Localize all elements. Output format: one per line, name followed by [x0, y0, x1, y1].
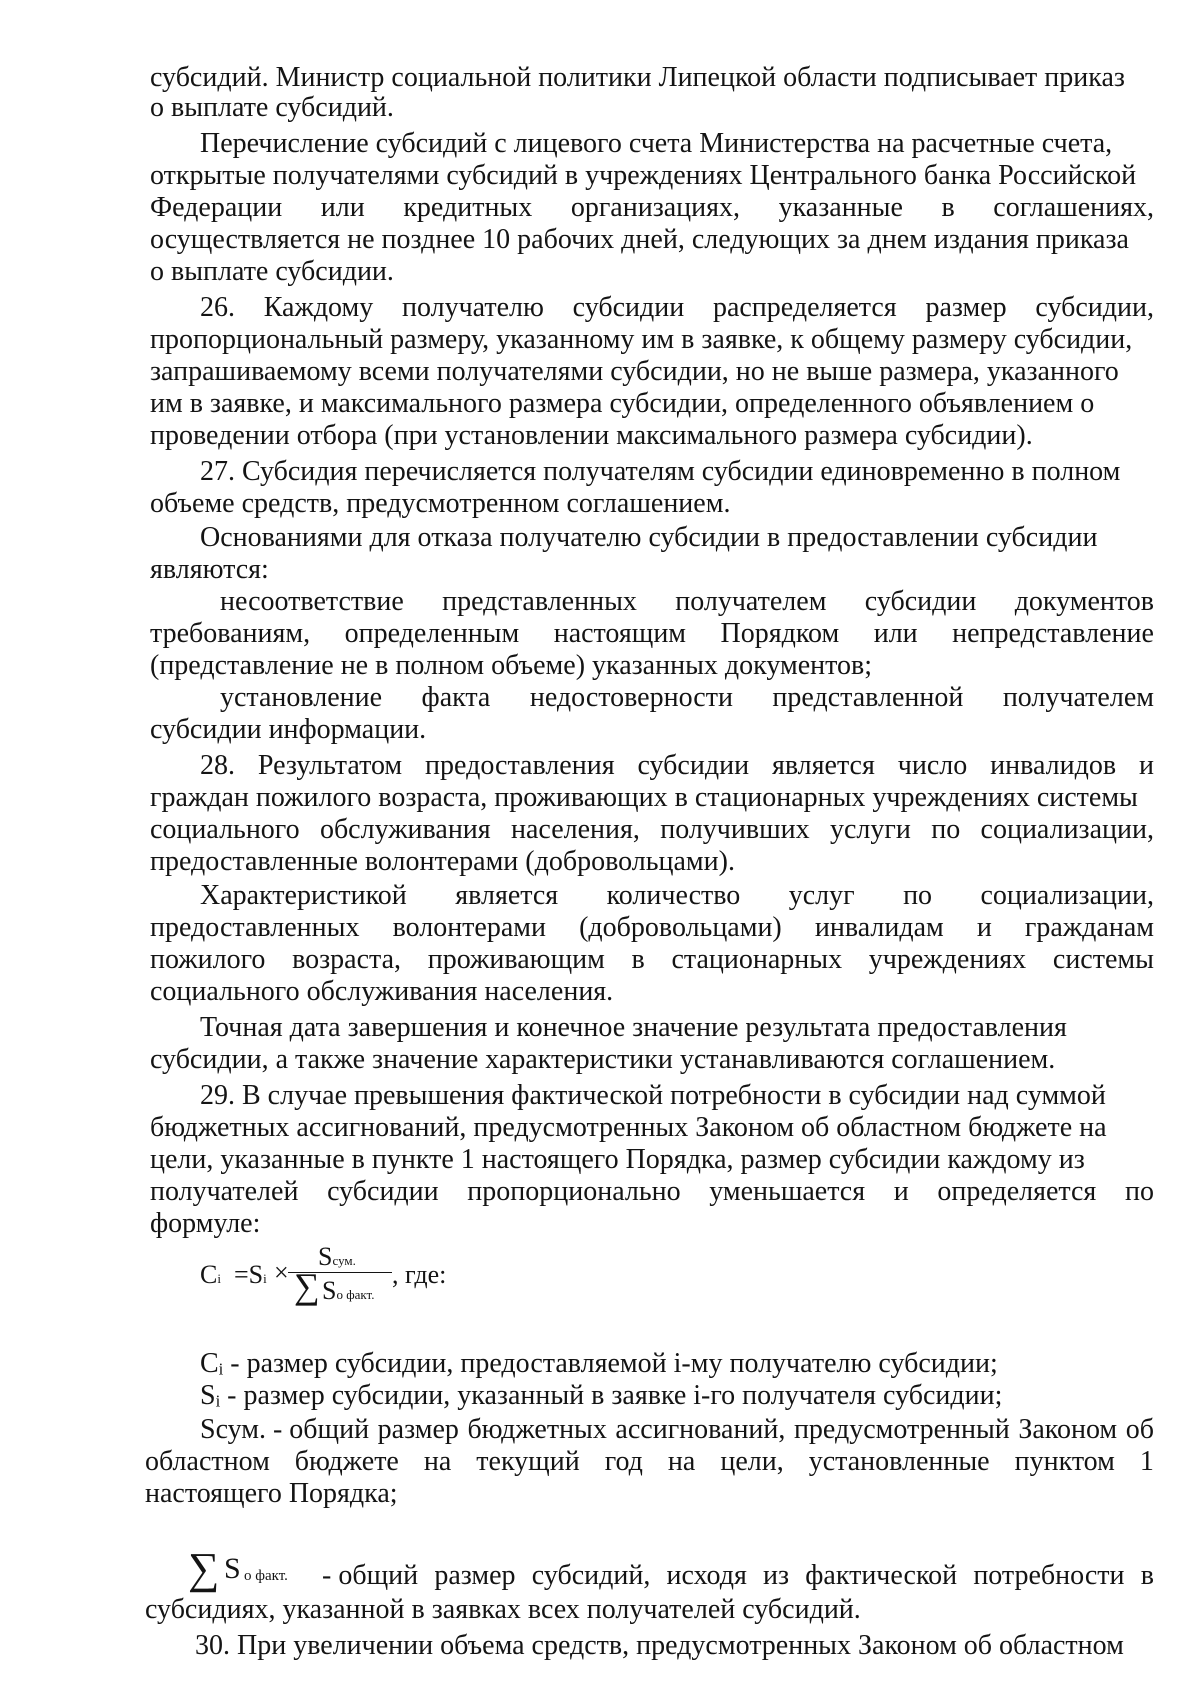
- text-line-justified: [150, 814, 1154, 846]
- word: является: [455, 880, 559, 911]
- text-line: Точная дата завершения и конечное значение результата предоставления: [200, 1012, 1067, 1043]
- word: предусмотренный: [793, 1414, 1010, 1445]
- text-line-justified: [150, 944, 1154, 976]
- word: волонтерами: [392, 912, 546, 943]
- word: субсидии,: [1035, 292, 1154, 323]
- word: пунктом: [1014, 1446, 1115, 1477]
- word: определенным: [344, 618, 520, 649]
- text-line-justified: [200, 880, 1154, 912]
- word: из: [763, 1560, 790, 1591]
- text-line: субсидий. Министр социальной политики Липецкой области подписывает приказ: [150, 62, 1125, 93]
- formula-lhs: [200, 1260, 221, 1290]
- text-line-justified: [220, 586, 1154, 618]
- definition-ci: Сᵢ - размер субсидии, предоставляемой i-му получателю субсидии;: [200, 1348, 998, 1379]
- sigma-icon: ∑: [294, 1266, 320, 1306]
- word: пожилого: [150, 944, 266, 975]
- word: организациях,: [570, 192, 741, 223]
- word: Характеристикой: [200, 880, 407, 911]
- sum-s: S: [224, 1552, 241, 1585]
- text-line: (представление не в полном объеме) указанных документов;: [150, 650, 872, 681]
- word: на: [667, 1446, 696, 1477]
- word: возраста,: [292, 944, 402, 975]
- text-line: запрашиваемому всеми получателями субсидии, но не выше размера, указанного: [150, 356, 1119, 387]
- word: настоящим: [553, 618, 687, 649]
- text-line: бюджетных ассигнований, предусмотренных Законом об областном бюджете на: [150, 1112, 1107, 1143]
- word: по: [931, 814, 961, 845]
- word: 26.: [200, 292, 235, 323]
- word: текущий: [476, 1446, 580, 1477]
- text-line-justified: [150, 192, 1154, 224]
- word: исходя: [666, 1560, 747, 1591]
- word: социализации,: [980, 880, 1154, 911]
- sum-symbol: [188, 1546, 318, 1596]
- word: областном: [145, 1446, 270, 1477]
- word: получателем: [675, 586, 827, 617]
- word: или: [873, 618, 918, 649]
- word: стационарных: [671, 944, 843, 975]
- word: системы: [1052, 944, 1154, 975]
- word: в: [631, 944, 645, 975]
- text-line: Перечисление субсидий с лицевого счета Министерства на расчетные счета,: [200, 128, 1113, 159]
- word: проживающим: [427, 944, 605, 975]
- word: ассигнований,: [615, 1414, 786, 1445]
- word: (добровольцами): [579, 912, 782, 943]
- text-line: о выплате субсидии.: [150, 256, 394, 287]
- word: и: [893, 1176, 909, 1207]
- word: услуги: [829, 814, 911, 845]
- text-line-justified: [200, 292, 1154, 324]
- text-line: предоставленные волонтерами (добровольцами).: [150, 846, 735, 877]
- formula-lhs-symbol: C: [200, 1260, 218, 1289]
- word: субсидии: [637, 750, 750, 781]
- word: и: [1138, 750, 1154, 781]
- text-line: осуществляется не позднее 10 рабочих дней, следующих за днем издания приказа: [150, 224, 1129, 255]
- word: или: [320, 192, 365, 223]
- word: является: [771, 750, 875, 781]
- text-line: являются:: [150, 554, 269, 585]
- text-line: субсидиях, указанной в заявках всех получателей субсидий.: [145, 1594, 861, 1625]
- text-line-justified: [220, 682, 1154, 714]
- word: определяется: [937, 1176, 1097, 1207]
- text-line: цели, указанные в пункте 1 настоящего Порядка, размер субсидии каждому из: [150, 1144, 1085, 1175]
- word: получателю: [401, 292, 544, 323]
- word: соглашениях,: [993, 192, 1154, 223]
- word: инвалидов: [990, 750, 1117, 781]
- word: бюджетных: [467, 1414, 607, 1445]
- word: размер: [434, 1560, 516, 1591]
- word: в: [1140, 1560, 1154, 1591]
- word: - общий: [322, 1560, 419, 1591]
- text-line-justified: [200, 750, 1154, 782]
- definition-sum: [322, 1560, 1154, 1592]
- word: документов: [1014, 586, 1154, 617]
- word: социализации,: [980, 814, 1154, 845]
- word: субсидии: [864, 586, 977, 617]
- text-line: объеме средств, предусмотренном соглашением.: [150, 488, 731, 519]
- word: учреждениях: [868, 944, 1027, 975]
- word: год: [604, 1446, 643, 1477]
- word: непредставление: [952, 618, 1154, 649]
- word: недостоверности: [529, 682, 733, 713]
- word: Федерации: [150, 192, 283, 223]
- text-line: субсидии, а также значение характеристики устанавливаются соглашением.: [150, 1044, 1056, 1075]
- word: установление: [220, 682, 383, 713]
- text-line: 30. При увеличении объема средств, предусмотренных Законом об областном: [195, 1630, 1124, 1661]
- formula-numerator: [318, 1242, 356, 1272]
- text-line: субсидии информации.: [150, 714, 427, 745]
- word: кредитных: [403, 192, 533, 223]
- formula-denominator: [322, 1276, 375, 1306]
- word: Порядком: [720, 618, 840, 649]
- word: гражданам: [1024, 912, 1154, 943]
- formula-tail: , где:: [392, 1260, 447, 1289]
- text-line: формуле:: [150, 1208, 261, 1239]
- word: факта: [421, 682, 491, 713]
- text-line: открытые получателями субсидий в учреждениях Центрального банка Российской: [150, 160, 1137, 191]
- formula-numerator-sub: сум.: [332, 1253, 356, 1268]
- text-line: о выплате субсидий.: [150, 92, 394, 123]
- formula-si: [234, 1260, 267, 1290]
- word: получателем: [1002, 682, 1154, 713]
- word: бюджете: [294, 1446, 399, 1477]
- subsidy-formula: [200, 1238, 500, 1310]
- word: представленной: [772, 682, 964, 713]
- word: Результатом: [257, 750, 403, 781]
- word: получателей: [150, 1176, 299, 1207]
- word: по: [1124, 1176, 1154, 1207]
- word: пропорционально: [467, 1176, 681, 1207]
- word: в: [941, 192, 955, 223]
- word: социального: [150, 814, 300, 845]
- text-line-justified: [150, 912, 1154, 944]
- text-line: пропорциональный размеру, указанному им в заявке, к общему размеру субсидии,: [150, 324, 1133, 355]
- formula-lhs-sub: i: [217, 1271, 221, 1286]
- word: фактической: [805, 1560, 958, 1591]
- word: Sсум. - общий: [200, 1414, 370, 1445]
- sum-sub: о факт.: [244, 1568, 288, 1584]
- word: 28.: [200, 750, 235, 781]
- word: предоставленных: [150, 912, 360, 943]
- definition-ssum: [200, 1414, 1154, 1446]
- formula-denominator-symbol: S: [322, 1276, 337, 1305]
- word: количество: [606, 880, 741, 911]
- word: инвалидам: [814, 912, 944, 943]
- word: установленные: [808, 1446, 990, 1477]
- word: распределяется: [712, 292, 897, 323]
- formula-times: ×: [274, 1258, 289, 1287]
- word: 1: [1139, 1446, 1154, 1477]
- definition-si: Sᵢ - размер субсидии, указанный в заявке i-го получателя субсидии;: [200, 1380, 1003, 1411]
- formula-denominator-sub: о факт.: [336, 1287, 375, 1302]
- text-line: им в заявке, и максимального размера субсидии, определенного объявлением о: [150, 388, 1095, 419]
- word: несоответствие: [220, 586, 404, 617]
- word: об: [1125, 1414, 1154, 1445]
- word: услуг: [788, 880, 855, 911]
- text-line: проведении отбора (при установлении максимального размера субсидии).: [150, 420, 1033, 451]
- text-line: Основаниями для отказа получателю субсидии в предоставлении субсидии: [200, 522, 1098, 553]
- text-line-justified: [145, 1446, 1154, 1478]
- formula-eq: =S: [234, 1260, 264, 1289]
- word: населения,: [511, 814, 640, 845]
- word: потребности: [973, 1560, 1125, 1591]
- text-line-justified: [150, 618, 1154, 650]
- word: Законом: [1018, 1414, 1118, 1445]
- text-line-justified: [150, 1176, 1154, 1208]
- sigma-icon: ∑: [188, 1544, 220, 1593]
- word: размер: [925, 292, 1007, 323]
- text-line: граждан пожилого возраста, проживающих в стационарных учреждениях системы: [150, 782, 1138, 813]
- word: цели,: [720, 1446, 784, 1477]
- word: Каждому: [263, 292, 374, 323]
- word: уменьшается: [709, 1176, 866, 1207]
- word: получивших: [660, 814, 810, 845]
- word: субсидий,: [531, 1560, 651, 1591]
- text-line: 29. В случае превышения фактической потребности в субсидии над суммой: [200, 1080, 1106, 1111]
- formula-numerator-symbol: S: [318, 1242, 333, 1271]
- word: указанные: [778, 192, 903, 223]
- word: требованиям,: [150, 618, 311, 649]
- word: субсидии: [327, 1176, 439, 1207]
- text-line: социального обслуживания населения.: [150, 976, 614, 1007]
- word: на: [423, 1446, 452, 1477]
- formula-si-sub: i: [263, 1271, 267, 1286]
- word: по: [903, 880, 933, 911]
- word: и: [976, 912, 992, 943]
- word: представленных: [442, 586, 637, 617]
- text-line: настоящего Порядка;: [145, 1478, 398, 1509]
- text-line: 27. Субсидия перечисляется получателям субсидии единовременно в полном: [200, 456, 1121, 487]
- word: обслуживания: [319, 814, 491, 845]
- word: предоставления: [425, 750, 615, 781]
- word: размер: [377, 1414, 459, 1445]
- word: число: [897, 750, 968, 781]
- word: субсидии: [572, 292, 685, 323]
